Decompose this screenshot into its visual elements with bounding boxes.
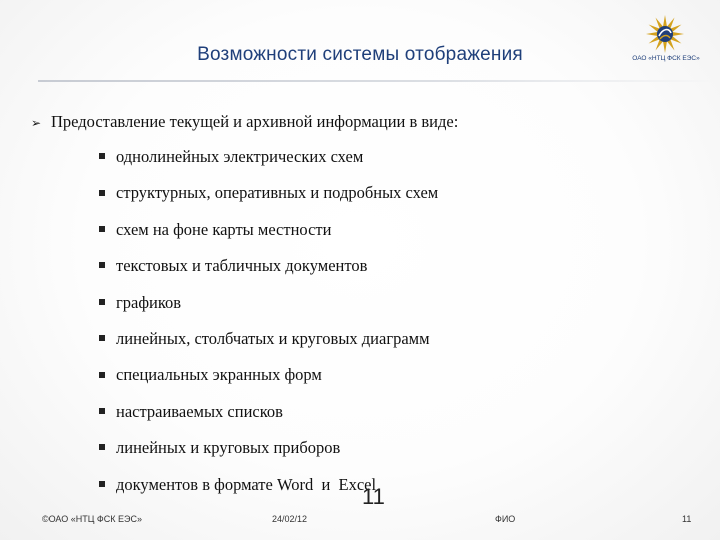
square-bullet-icon <box>99 408 105 414</box>
list-item-text: специальных экранных форм <box>116 365 322 385</box>
sun-swirl-logo-icon <box>643 14 687 54</box>
list-item <box>99 437 438 473</box>
square-bullet-icon <box>99 335 105 341</box>
list-item-text: структурных, оперативных и подробных схем <box>116 183 439 203</box>
footer-page-number: 11 <box>682 514 692 524</box>
lead-text: Предоставление текущей и архивной информации в виде: <box>51 112 459 131</box>
list-item <box>99 364 438 400</box>
square-bullet-icon <box>99 190 105 196</box>
footer-author: ФИО <box>495 514 516 524</box>
list-item <box>99 219 438 255</box>
logo-text: ОАО «НТЦ ФСК ЕЭС» <box>632 55 700 62</box>
slide-title: Возможности системы отображения <box>197 44 523 65</box>
footer-company: ©ОАО «НТЦ ФСК ЕЭС» <box>42 514 142 524</box>
list-item-text: документов в формате Word и Excel <box>116 474 377 494</box>
lead-line <box>31 112 458 132</box>
square-bullet-icon <box>99 299 105 305</box>
list-item <box>99 146 438 182</box>
square-bullet-icon <box>99 153 105 159</box>
feature-list <box>99 146 438 510</box>
list-item-text: однолинейных электрических схем <box>116 147 364 166</box>
arrowhead-bullet-icon: ➢ <box>31 116 42 130</box>
footer-date: 24/02/12 <box>272 514 308 524</box>
list-item <box>99 182 438 218</box>
list-item <box>99 292 438 328</box>
list-item-text: текстовых и табличных документов <box>116 256 368 276</box>
company-logo <box>625 14 707 70</box>
square-bullet-icon <box>99 444 105 450</box>
list-item <box>99 474 438 510</box>
list-item <box>99 401 438 437</box>
list-item-text: графиков <box>116 292 182 312</box>
list-item-text: настраиваемых списков <box>116 401 283 421</box>
slide-number-large: 11 <box>362 484 385 509</box>
list-item-text: линейных, столбчатых и круговых диаграмм <box>116 328 430 348</box>
list-item-text: линейных и круговых приборов <box>116 438 341 458</box>
square-bullet-icon <box>99 481 105 487</box>
square-bullet-icon <box>99 372 105 378</box>
square-bullet-icon <box>99 226 105 232</box>
title-divider <box>38 80 720 82</box>
list-item-text: схем на фоне карты местности <box>116 219 332 239</box>
square-bullet-icon <box>99 262 105 268</box>
list-item <box>99 255 438 291</box>
list-item <box>99 328 438 364</box>
